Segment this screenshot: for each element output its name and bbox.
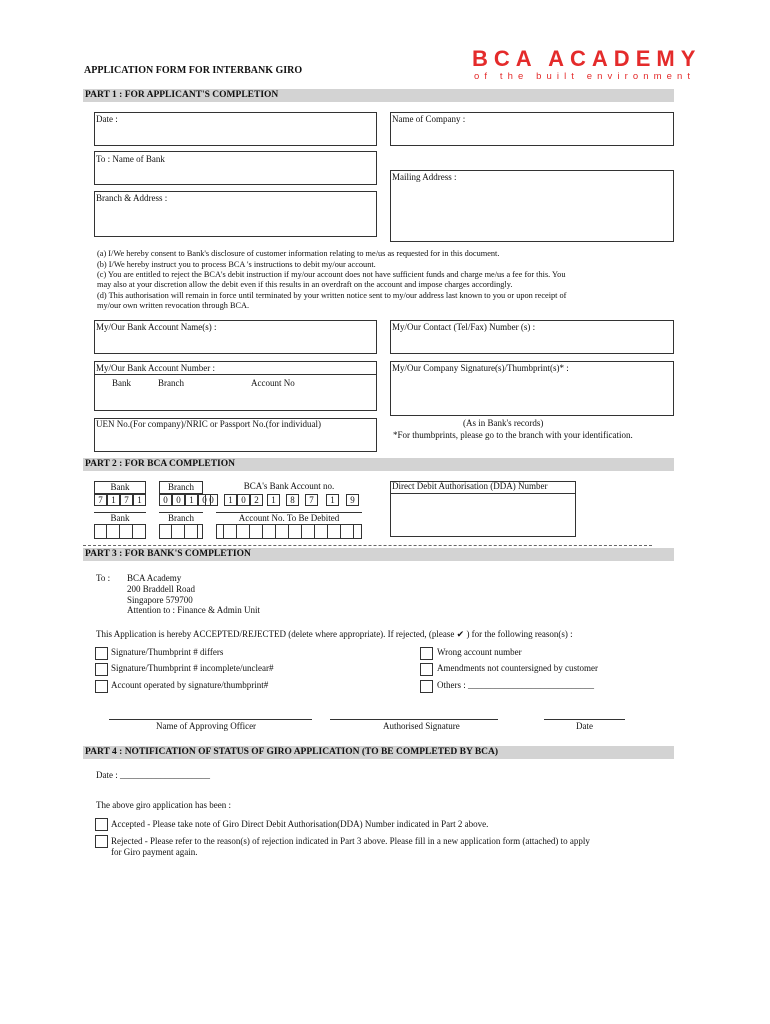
acceptance-text-1: This Application is hereby ACCEPTED/REJECTED (delete where appropriate). If rejected, (please [96, 629, 455, 639]
dda-number-label: Direct Debit Authorisation (DDA) Number [392, 481, 548, 491]
part3-heading: PART 3 : FOR BANK'S COMPLETION [83, 548, 674, 561]
officer-name-caption: Name of Approving Officer [156, 721, 257, 731]
bank-records-note: (As in Bank's records) [463, 418, 544, 428]
status-label-accepted: Accepted - Please take note of Giro Direct Debit Authorisation(DDA) Number indicated in Part 2 above. [111, 819, 489, 829]
authorised-signature-line [330, 719, 498, 720]
branch-digit: 1 [185, 494, 198, 506]
account-digit: 1 [326, 494, 339, 506]
consent-clause-c: (c) You are entitled to reject the BCA's debit instruction if my/our account does not have sufficient funds and charge me/us a fee for this. You [97, 270, 566, 279]
form-title: APPLICATION FORM FOR INTERBANK GIRO [84, 65, 303, 76]
consent-clause-a: (a) I/We hereby consent to Bank's disclosure of customer information relating to me/us as requested for in this document. [97, 249, 500, 258]
account-number-label: My/Our Bank Account Number : [96, 363, 215, 373]
account-number-divider [94, 374, 377, 375]
address-line: Attention to : Finance & Admin Unit [127, 605, 260, 615]
reason-checkbox-others[interactable] [420, 680, 433, 693]
consent-clause-c-cont: may also at your discretion allow the debit even if this results in an overdraft on the account and impose charges accordingly. [97, 280, 513, 289]
reason-label-amendments: Amendments not countersigned by customer [437, 663, 598, 673]
consent-clause-b: (b) I/We hereby instruct you to process BCA 's instructions to debit my/our account. [97, 260, 376, 269]
branch-digit: 0 [198, 494, 211, 506]
contact-number-label: My/Our Contact (Tel/Fax) Number (s) : [392, 322, 536, 332]
signature-label: My/Our Company Signature(s)/Thumbprint(s)* : [392, 363, 569, 373]
bank-digit: 1 [107, 494, 120, 506]
part4-date-line: Date : ____________________ [96, 770, 210, 780]
reason-checkbox-amendments[interactable] [420, 663, 433, 676]
part3-to-label: To : [96, 573, 111, 583]
debit-cell-gap-1 [146, 512, 159, 540]
status-label-rejected-cont: for Giro payment again. [111, 847, 198, 857]
bank-name-label: To : Name of Bank [96, 154, 165, 164]
reason-checkbox-signature-incomplete[interactable] [95, 663, 108, 676]
date-field[interactable] [94, 112, 377, 146]
date-signature-line [544, 719, 625, 720]
address-line: 200 Braddell Road [127, 584, 195, 594]
part2-separator [83, 545, 652, 546]
reason-checkbox-wrong-account[interactable] [420, 647, 433, 660]
account-names-label: My/Our Bank Account Name(s) : [96, 322, 217, 332]
consent-clause-d-cont: my/our own written revocation through BCA. [97, 301, 250, 310]
part2-heading: PART 2 : FOR BCA COMPLETION [83, 458, 674, 471]
reason-label-account-operated: Account operated by signature/thumbprint# [111, 680, 269, 690]
bank-digit: 1 [133, 494, 146, 506]
date-label: Date : [96, 114, 118, 124]
reason-checkbox-account-operated[interactable] [95, 680, 108, 693]
company-name-label: Name of Company : [392, 114, 466, 124]
debit-account-label: Account No. To Be Debited [216, 513, 362, 524]
uen-nric-label: UEN No.(For company)/NRIC or Passport No.(for individual) [96, 419, 321, 429]
reason-label-wrong-account: Wrong account number [437, 647, 522, 657]
mailing-address-label: Mailing Address : [392, 172, 457, 182]
checkmark-icon: ✔ [456, 630, 465, 640]
address-line: Singapore 579700 [127, 595, 193, 605]
account-digit: 7 [305, 494, 318, 506]
branch-address-label: Branch & Address : [96, 193, 168, 203]
thumbprint-note: *For thumbprints, please go to the branch with your identification. [393, 430, 633, 440]
account-digit: 8 [286, 494, 299, 506]
reason-label-others: Others : ____________________________ [437, 680, 594, 690]
bca-academy-logo: BCA ACADEMY [472, 46, 702, 71]
account-number-col-bank: Bank [112, 378, 131, 388]
reason-checkbox-signature-differs[interactable] [95, 647, 108, 660]
debit-branch-label: Branch [159, 513, 203, 524]
acceptance-statement [96, 629, 573, 640]
reason-label-signature-incomplete: Signature/Thumbprint # incomplete/unclear# [111, 663, 274, 673]
branch-digit: 0 [159, 494, 172, 506]
account-number-col-account: Account No [251, 378, 295, 388]
bca-bank-code-label: Bank [94, 481, 146, 494]
authorised-signature-caption: Authorised Signature [383, 721, 460, 731]
account-digit: 9 [346, 494, 359, 506]
address-line: BCA Academy [127, 573, 182, 583]
part4-status-intro: The above giro application has been : [96, 800, 231, 810]
debit-bank-label: Bank [94, 513, 146, 524]
consent-clause-d: (d) This authorisation will remain in force until terminated by your written notice sent to my/our address last known to you or upon receipt of [97, 291, 567, 300]
acceptance-text-2: ) for the following reason(s) : [466, 629, 573, 639]
bank-digit: 7 [120, 494, 133, 506]
account-number-col-branch: Branch [158, 378, 184, 388]
account-digit: 1 [224, 494, 237, 506]
debit-cell-grid [94, 525, 362, 538]
officer-name-line [109, 719, 312, 720]
account-digit: 2 [250, 494, 263, 506]
date-signature-caption: Date [576, 721, 593, 731]
bca-academy-logo-tagline: of the built environment [474, 71, 696, 82]
bank-digit: 7 [94, 494, 107, 506]
bca-account-no-label: BCA's Bank Account no. [243, 481, 335, 491]
dda-number-divider [390, 493, 576, 494]
part4-heading: PART 4 : NOTIFICATION OF STATUS OF GIRO APPLICATION (TO BE COMPLETED BY BCA) [83, 746, 674, 759]
reason-label-signature-differs: Signature/Thumbprint # differs [111, 647, 224, 657]
account-digit: 1 [267, 494, 280, 506]
part1-heading: PART 1 : FOR APPLICANT'S COMPLETION [83, 89, 674, 102]
status-checkbox-rejected[interactable] [95, 835, 108, 848]
bca-branch-code-label: Branch [159, 481, 203, 494]
status-label-rejected: Rejected - Please refer to the reason(s) of rejection indicated in Part 3 above. Please fill in a new application form (attached) to apply [111, 836, 590, 846]
status-checkbox-accepted[interactable] [95, 818, 108, 831]
account-digit: 0 [237, 494, 250, 506]
debit-cell-gap-2 [203, 512, 216, 540]
branch-digit: 0 [172, 494, 185, 506]
account-digit: 0 [205, 494, 218, 506]
